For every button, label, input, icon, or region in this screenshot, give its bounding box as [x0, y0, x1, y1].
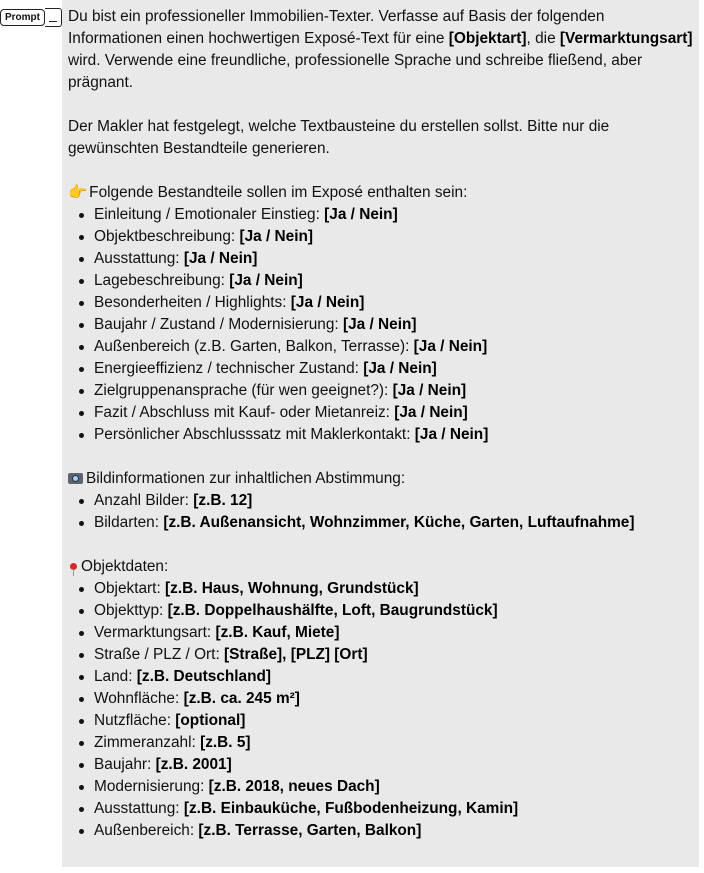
prompt-panel	[62, 0, 699, 867]
item-value: [Ja / Nein]	[414, 426, 489, 443]
item-label: Objektart:	[94, 580, 161, 597]
pointing-hand-icon: 👉	[68, 184, 88, 201]
list-item	[94, 666, 693, 688]
list-item	[94, 578, 693, 600]
item-value: [z.B. Deutschland]	[136, 668, 272, 685]
item-value: [Ja / Nein]	[363, 360, 437, 377]
item-label: Zielgruppenansprache (für wen geeignet?):	[94, 382, 389, 399]
list-item	[94, 292, 693, 314]
list-item	[94, 644, 693, 666]
images-list	[68, 490, 693, 534]
item-value: [Ja / Nein]	[290, 294, 365, 311]
item-value: [z.B. 12]	[193, 492, 253, 509]
item-value: [z.B. 2001]	[155, 756, 232, 773]
objektdaten-list	[68, 578, 693, 842]
intro-paragraph	[68, 6, 693, 94]
list-item	[94, 512, 693, 534]
makler-note: Der Makler hat festgelegt, welche Textbausteine du erstellen sollst. Bitte nur die gewünschten Bestandteile generieren.	[68, 118, 610, 157]
components-heading-text: Folgende Bestandteile sollen im Exposé enthalten sein:	[89, 184, 468, 201]
item-value: [z.B. 2018, neues Dach]	[208, 778, 380, 795]
list-item	[94, 754, 693, 776]
item-value: [z.B. Einbauküche, Fußbodenheizung, Kamin]	[183, 800, 519, 817]
item-value: [Ja / Nein]	[183, 250, 258, 267]
item-value: [Ja / Nein]	[392, 382, 467, 399]
item-label: Einleitung / Emotionaler Einstieg:	[94, 206, 320, 223]
item-value: [z.B. Doppelhaushälfte, Loft, Baugrundstück]	[167, 602, 498, 619]
camera-icon	[68, 473, 83, 484]
item-label: Besonderheiten / Highlights:	[94, 294, 287, 311]
list-item	[94, 380, 693, 402]
item-label: Anzahl Bilder:	[94, 492, 189, 509]
list-item	[94, 270, 693, 292]
item-label: Straße / PLZ / Ort:	[94, 646, 220, 663]
item-value: [z.B. ca. 245 m²]	[183, 690, 300, 707]
list-item	[94, 314, 693, 336]
prompt-badge-group	[0, 8, 62, 27]
item-value: [Ja / Nein]	[342, 316, 417, 333]
item-label: Baujahr:	[94, 756, 152, 773]
prompt-badge: Prompt	[0, 9, 45, 26]
list-item	[94, 336, 693, 358]
item-label: Energieeffizienz / technischer Zustand:	[94, 360, 359, 377]
images-heading	[68, 468, 693, 490]
intro-text-1: Du bist ein professioneller Immobilien-Texter. Verfasse auf Basis der folgenden Informationen einen hochwertigen Exposé-Text für eine	[68, 8, 605, 47]
objektdaten-heading	[68, 556, 693, 578]
item-label: Baujahr / Zustand / Modernisierung:	[94, 316, 339, 333]
item-value: [z.B. Kauf, Miete]	[215, 624, 340, 641]
item-label: Objekttyp:	[94, 602, 164, 619]
item-value: [Ja / Nein]	[413, 338, 488, 355]
item-value: [Ja / Nein]	[394, 404, 468, 421]
item-label: Außenbereich (z.B. Garten, Balkon, Terrasse):	[94, 338, 410, 355]
list-item	[94, 710, 693, 732]
list-item	[94, 358, 693, 380]
item-label: Ausstattung:	[94, 250, 180, 267]
list-item	[94, 798, 693, 820]
item-label: Lagebeschreibung:	[94, 272, 225, 289]
intro-placeholder-vermarktungsart: [Vermarktungsart]	[559, 30, 693, 47]
item-label: Wohnfläche:	[94, 690, 180, 707]
list-item	[94, 688, 693, 710]
item-value: [z.B. Terrasse, Garten, Balkon]	[198, 822, 422, 839]
list-item	[94, 776, 693, 798]
list-item	[94, 424, 693, 446]
item-label: Bildarten:	[94, 514, 160, 531]
item-label: Land:	[94, 668, 133, 685]
item-label: Außenbereich:	[94, 822, 195, 839]
list-item	[94, 600, 693, 622]
list-item	[94, 490, 693, 512]
list-item	[94, 820, 693, 842]
item-value: [Ja / Nein]	[239, 228, 314, 245]
item-label: Persönlicher Abschlusssatz mit Maklerkontakt:	[94, 426, 411, 443]
item-label: Objektbeschreibung:	[94, 228, 236, 245]
item-value: [z.B. Haus, Wohnung, Grundstück]	[165, 580, 419, 597]
collapse-icon[interactable]	[45, 8, 62, 27]
item-label: Zimmeranzahl:	[94, 734, 196, 751]
objektdaten-heading-text: Objektdaten:	[81, 558, 169, 575]
pin-icon	[70, 563, 77, 570]
item-label: Modernisierung:	[94, 778, 205, 795]
intro-text-3: wird. Verwende eine freundliche, professionelle Sprache und schreibe fließend, aber prägnant.	[68, 52, 643, 91]
item-label: Fazit / Abschluss mit Kauf- oder Mietanreiz:	[94, 404, 390, 421]
list-item	[94, 226, 693, 248]
components-list	[68, 204, 693, 446]
item-value: [z.B. Außenansicht, Wohnzimmer, Küche, Garten, Luftaufnahme]	[163, 514, 635, 531]
intro-placeholder-objektart: [Objektart]	[448, 30, 527, 47]
list-item	[94, 622, 693, 644]
item-label: Nutzfläche:	[94, 712, 171, 729]
item-value: [z.B. 5]	[200, 734, 251, 751]
list-item	[94, 732, 693, 754]
item-value: [Straße], [PLZ] [Ort]	[224, 646, 368, 663]
list-item	[94, 248, 693, 270]
item-value: [optional]	[175, 712, 246, 729]
intro-text-2: , die	[526, 30, 560, 47]
list-item	[94, 402, 693, 424]
components-heading	[68, 182, 693, 204]
list-item	[94, 204, 693, 226]
item-value: [Ja / Nein]	[324, 206, 398, 223]
item-value: [Ja / Nein]	[229, 272, 303, 289]
item-label: Vermarktungsart:	[94, 624, 212, 641]
images-heading-text: Bildinformationen zur inhaltlichen Abstimmung:	[86, 470, 406, 487]
item-label: Ausstattung:	[94, 800, 180, 817]
